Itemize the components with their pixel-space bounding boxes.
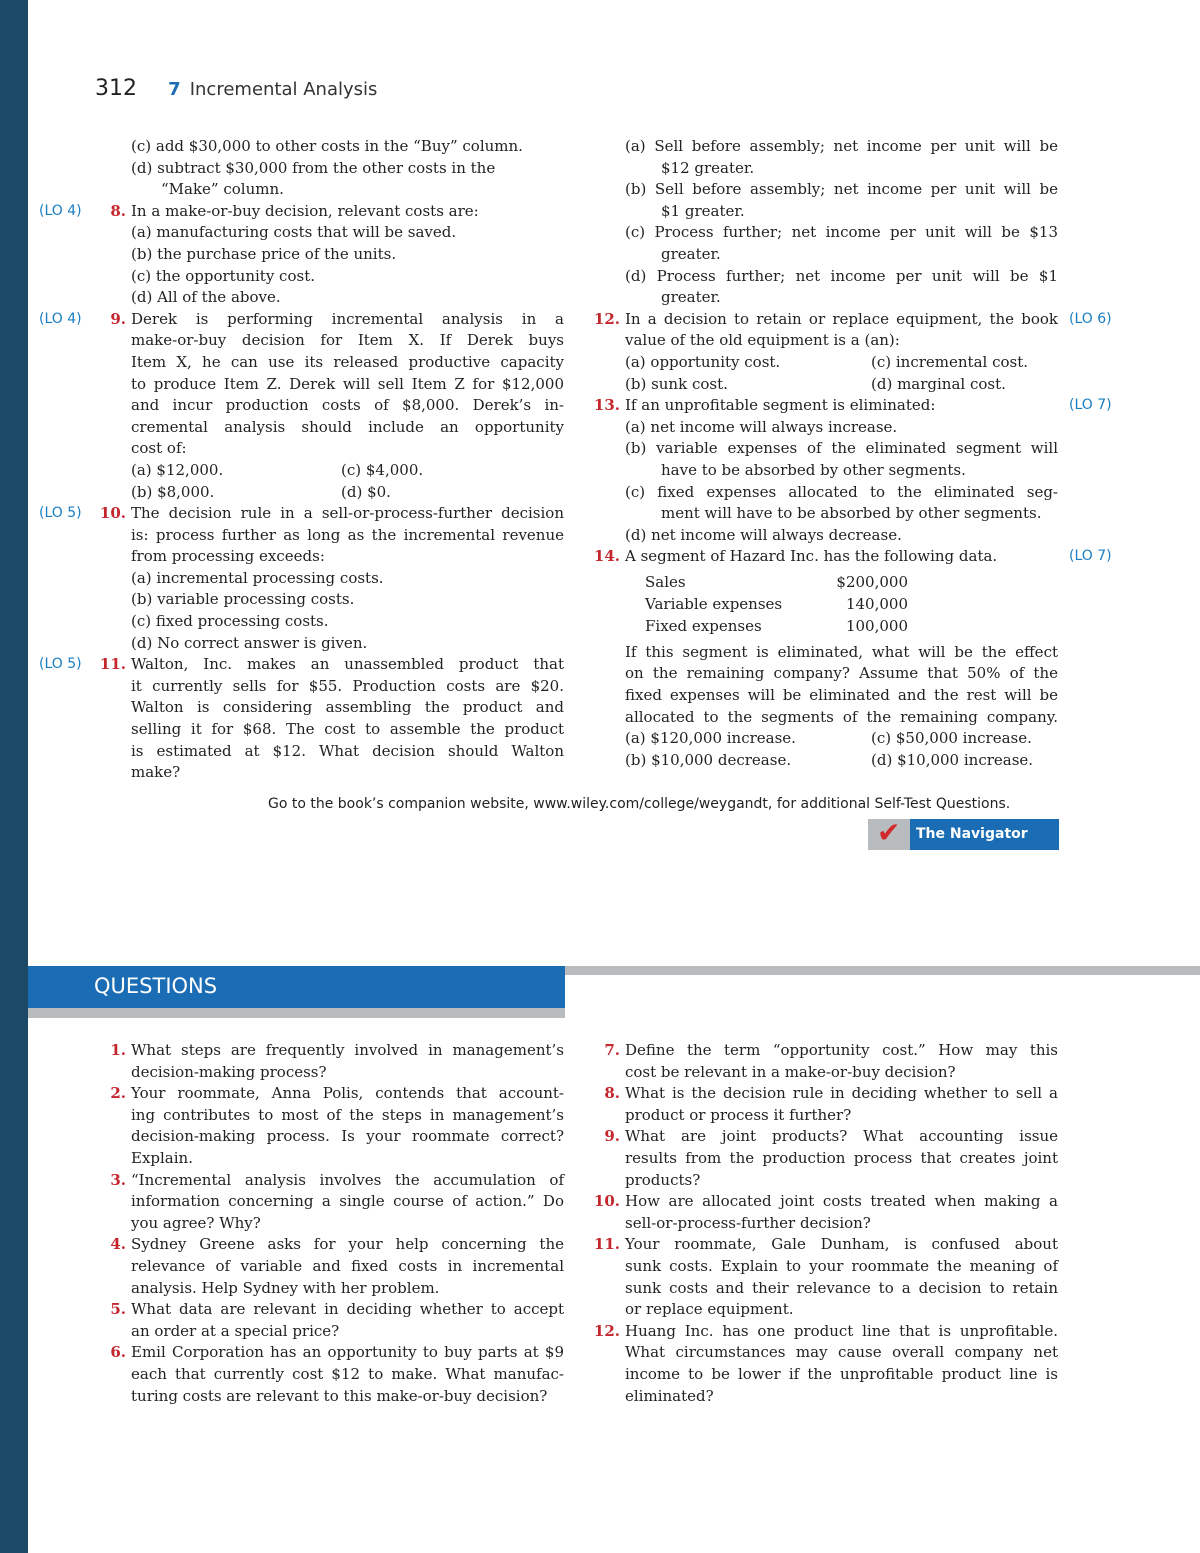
question-text-line: Explain.	[131, 1148, 193, 1167]
question-text-line: analysis. Help Sydney with her problem.	[131, 1278, 440, 1297]
answer-option: (d) All of the above.	[131, 288, 281, 307]
questions-heading-band	[28, 966, 565, 1008]
answer-option-cont: greater.	[661, 244, 721, 263]
companion-website-note: Go to the book’s companion website, www.wiley.com/college/weygandt, for additional Self-Test Questions.	[268, 796, 1011, 812]
learning-objective-tag: (LO 6)	[1069, 310, 1112, 327]
answer-option-cont: greater.	[661, 288, 721, 307]
learning-objective-tag: (LO 7)	[1069, 397, 1112, 414]
table-cell-value: 140,000	[845, 594, 908, 613]
section-rule	[28, 1008, 565, 1018]
page-number: 312	[95, 76, 137, 101]
answer-option: (b) $8,000.	[131, 482, 215, 501]
question-8	[39, 201, 564, 223]
learning-objective-tag: (LO 5)	[39, 656, 82, 673]
question-number: 13.	[593, 396, 620, 415]
question-text-line: What circumstances may cause overall company net	[625, 1343, 1058, 1362]
self-test-left-column	[39, 136, 564, 784]
answer-row	[625, 352, 1058, 374]
question-text-line: What steps are frequently involved in management’s	[131, 1041, 564, 1059]
question-text-line: make-or-buy decision for Item X. If Derek buys	[131, 331, 564, 350]
answer-option-cont: “Make” column.	[161, 180, 284, 199]
table-row	[625, 572, 908, 594]
answer-option: (b) variable processing costs.	[131, 590, 355, 609]
answer-option: (a) net income will always increase.	[625, 417, 898, 436]
question-item	[110, 1083, 564, 1169]
answer-row	[625, 728, 1058, 750]
question-text-line: “Incremental analysis involves the accumulation of	[131, 1170, 564, 1189]
question-item	[110, 1040, 564, 1083]
table-row	[625, 594, 908, 616]
answer-option: (a) manufacturing costs that will be saved.	[131, 223, 457, 242]
question-number: 7.	[604, 1041, 620, 1059]
answer-option: (c) $50,000 increase.	[871, 729, 1032, 748]
question-text-line: If this segment is eliminated, what will be the effect	[625, 642, 1058, 661]
answer-option: (c) add $30,000 to other costs in the “Buy” column.	[131, 137, 523, 155]
question-item	[110, 1234, 564, 1299]
question-item	[110, 1170, 564, 1235]
running-header	[95, 76, 377, 101]
question-text-line: from processing exceeds:	[131, 547, 325, 566]
question-text-line: is estimated at $12. What decision should Walton	[131, 741, 564, 760]
question-text-line: make?	[131, 763, 181, 782]
question-text-line: and incur production costs of $8,000. Derek’s in-	[131, 396, 564, 415]
question-text-line: cost of:	[131, 439, 187, 458]
answer-option-cont: ment will have to be absorbed by other segments.	[661, 504, 1042, 523]
answer-option: (b) the purchase price of the units.	[131, 244, 397, 263]
question-number: 6.	[110, 1343, 126, 1362]
question-text-line: cost be relevant in a make-or-buy decision?	[625, 1062, 956, 1081]
question-stem: In a make-or-buy decision, relevant costs are:	[131, 201, 479, 220]
question-item	[593, 1321, 1058, 1407]
answer-option: (a) $120,000 increase.	[625, 729, 796, 748]
table-cell-label: Sales	[645, 572, 686, 591]
question-item	[604, 1126, 1058, 1191]
answer-row	[131, 460, 564, 482]
answer-option: (b) variable expenses of the eliminated segment will	[625, 439, 1058, 458]
question-item	[604, 1040, 1058, 1083]
answer-option: (d) Process further; net income per unit will be $1	[625, 266, 1058, 285]
question-text-line: How are allocated joint costs treated when making a	[625, 1192, 1058, 1211]
question-text-line: Sydney Greene asks for your help concerning the	[131, 1235, 564, 1254]
question-item	[110, 1299, 564, 1342]
answer-option: (c) fixed expenses allocated to the eliminated seg-	[625, 482, 1058, 501]
question-text-line: allocated to the segments of the remaining company.	[625, 707, 1058, 726]
table-cell-value: $200,000	[836, 572, 908, 591]
question-number: 3.	[110, 1170, 126, 1189]
answer-option: (b) $10,000 decrease.	[625, 750, 792, 769]
question-text-line: Define the term “opportunity cost.” How may this	[625, 1041, 1058, 1059]
question-item	[593, 1191, 1058, 1234]
question-text-line: What are joint products? What accounting issue	[625, 1127, 1058, 1146]
answer-option: (d) $0.	[341, 482, 391, 501]
question-text-line: What is the decision rule in deciding whether to sell a	[625, 1084, 1058, 1103]
question-text-line: turing costs are relevant to this make-or-buy decision?	[131, 1386, 548, 1405]
question-11	[39, 654, 564, 676]
question-text-line: What data are relevant in deciding whether to accept	[131, 1300, 564, 1319]
self-test-right-column	[593, 136, 1112, 771]
answer-option: (c) fixed processing costs.	[131, 612, 329, 631]
answer-row	[131, 482, 564, 504]
answer-option: (c) the opportunity cost.	[131, 266, 315, 285]
question-text-line: Derek is performing incremental analysis in a	[131, 309, 564, 328]
section-rule	[565, 966, 1200, 975]
table-cell-label: Fixed expenses	[645, 616, 762, 635]
question-text-line: The decision rule in a sell-or-process-further decision	[131, 504, 564, 523]
question-text-line: decision-making process. Is your roommate correct?	[131, 1127, 564, 1146]
answer-option: (d) marginal cost.	[871, 374, 1006, 393]
answer-option: (a) incremental processing costs.	[131, 568, 384, 587]
answer-row	[625, 374, 1058, 396]
question-text-line: decision-making process?	[131, 1062, 327, 1081]
question-text-line: an order at a special price?	[131, 1321, 340, 1340]
question-text-line: it currently sells for $55. Production costs are $20.	[131, 676, 564, 695]
question-10	[39, 503, 564, 525]
answer-option: (d) No correct answer is given.	[131, 633, 368, 652]
answer-option: (c) incremental cost.	[871, 352, 1029, 371]
answer-option: (a) $12,000.	[131, 460, 224, 479]
question-text-line: fixed expenses will be eliminated and the rest will be	[625, 686, 1058, 705]
question-text-line: is: process further as long as the incremental revenue	[131, 525, 564, 544]
question-text-line: results from the production process that creates joint	[625, 1148, 1058, 1167]
question-number: 9.	[110, 309, 126, 328]
question-text-line: Walton, Inc. makes an unassembled product that	[131, 655, 564, 674]
question-text-line: you agree? Why?	[131, 1213, 261, 1232]
question-number: 11.	[593, 1235, 620, 1254]
answer-option: (d) net income will always decrease.	[625, 525, 902, 544]
answer-option-cont: $1 greater.	[661, 201, 745, 220]
question-number: 10.	[593, 1192, 620, 1211]
question-stem: A segment of Hazard Inc. has the following data.	[625, 547, 998, 566]
question-text-line: sunk costs. Explain to your roommate the meaning of	[625, 1256, 1058, 1275]
chapter-title: Incremental Analysis	[189, 79, 378, 100]
question-text-line: each that currently cost $12 to make. What manufac-	[131, 1364, 564, 1383]
question-text-line: sunk costs and their relevance to a decision to retain	[625, 1278, 1058, 1297]
questions-left-column	[110, 1040, 564, 1407]
question-13	[593, 395, 1112, 417]
question-text-line: or replace equipment.	[625, 1300, 794, 1319]
answer-option: (d) $10,000 increase.	[871, 750, 1034, 769]
question-number: 8.	[110, 201, 126, 220]
question-text-line: Huang Inc. has one product line that is unprofitable.	[625, 1321, 1058, 1340]
question-text-line: on the remaining company? Assume that 50% of the	[625, 664, 1058, 683]
question-number: 2.	[110, 1084, 126, 1103]
question-14	[593, 546, 1112, 568]
question-text-line: Emil Corporation has an opportunity to buy parts at $9	[131, 1343, 564, 1362]
question-text-line: ing contributes to most of the steps in management’s	[131, 1105, 564, 1124]
learning-objective-tag: (LO 7)	[1069, 548, 1112, 565]
page-edge-bar	[0, 0, 28, 1553]
question-item	[593, 1234, 1058, 1320]
question-text-line: relevance of variable and fixed costs in incremental	[131, 1256, 564, 1275]
question-number: 4.	[110, 1235, 126, 1254]
answer-option: (a) Sell before assembly; net income per unit will be	[625, 137, 1058, 155]
navigator-badge[interactable]	[868, 816, 1059, 850]
question-text-line: value of the old equipment is a (an):	[625, 331, 900, 350]
question-text-line: In a decision to retain or replace equipment, the book	[625, 309, 1058, 328]
question-number: 11.	[99, 655, 126, 674]
question-text-line: to produce Item Z. Derek will sell Item Z for $12,000	[131, 374, 564, 393]
learning-objective-tag: (LO 5)	[39, 505, 82, 522]
question-item	[604, 1083, 1058, 1126]
question-number: 9.	[604, 1127, 620, 1146]
answer-option: (b) Sell before assembly; net income per unit will be	[625, 180, 1058, 199]
segment-data-table	[625, 572, 908, 638]
answer-option: (c) Process further; net income per unit will be $13	[625, 223, 1058, 242]
section-title: QUESTIONS	[94, 974, 218, 998]
navigator-label: The Navigator	[916, 826, 1028, 842]
question-text-line: eliminated?	[625, 1386, 714, 1405]
question-text-line: cremental analysis should include an opportunity	[131, 417, 564, 436]
learning-objective-tag: (LO 4)	[39, 202, 82, 219]
question-12	[593, 309, 1112, 331]
question-text-line: information concerning a single course of action.” Do	[131, 1192, 564, 1211]
question-text-line: sell-or-process-further decision?	[625, 1213, 871, 1232]
question-text-line: income to be lower if the unprofitable product line is	[625, 1364, 1058, 1383]
answer-option: (a) opportunity cost.	[625, 352, 781, 371]
question-stem: If an unprofitable segment is eliminated:	[625, 396, 936, 415]
questions-right-column	[593, 1040, 1058, 1407]
question-number: 1.	[110, 1041, 126, 1059]
chapter-number: 7	[168, 79, 181, 100]
question-text-line: Item X, he can use its released productive capacity	[131, 352, 564, 371]
answer-option: (d) subtract $30,000 from the other costs in the	[131, 158, 496, 177]
question-text-line: Your roommate, Gale Dunham, is confused about	[625, 1235, 1058, 1254]
check-icon: ✔	[868, 819, 910, 850]
answer-option: (c) $4,000.	[341, 460, 424, 479]
question-text-line: product or process it further?	[625, 1105, 852, 1124]
table-row	[625, 616, 908, 638]
answer-option-cont: have to be absorbed by other segments.	[661, 460, 966, 479]
question-number: 12.	[593, 1321, 620, 1340]
answer-option-cont: $12 greater.	[661, 158, 755, 177]
question-text-line: Walton is considering assembling the product and	[131, 698, 564, 717]
question-text-line: Your roommate, Anna Polis, contends that account-	[131, 1084, 564, 1103]
question-number: 14.	[593, 547, 620, 566]
question-text-line: products?	[625, 1170, 701, 1189]
table-cell-value: 100,000	[845, 616, 908, 635]
question-number: 10.	[99, 504, 126, 523]
question-text-line: selling it for $68. The cost to assemble the product	[131, 720, 564, 739]
question-9	[39, 309, 564, 331]
question-number: 8.	[604, 1084, 620, 1103]
question-item	[110, 1342, 564, 1407]
table-cell-label: Variable expenses	[645, 594, 783, 613]
answer-row	[625, 750, 1058, 772]
learning-objective-tag: (LO 4)	[39, 310, 82, 327]
answer-option: (b) sunk cost.	[625, 374, 728, 393]
question-number: 12.	[593, 309, 620, 328]
question-number: 5.	[110, 1300, 126, 1319]
